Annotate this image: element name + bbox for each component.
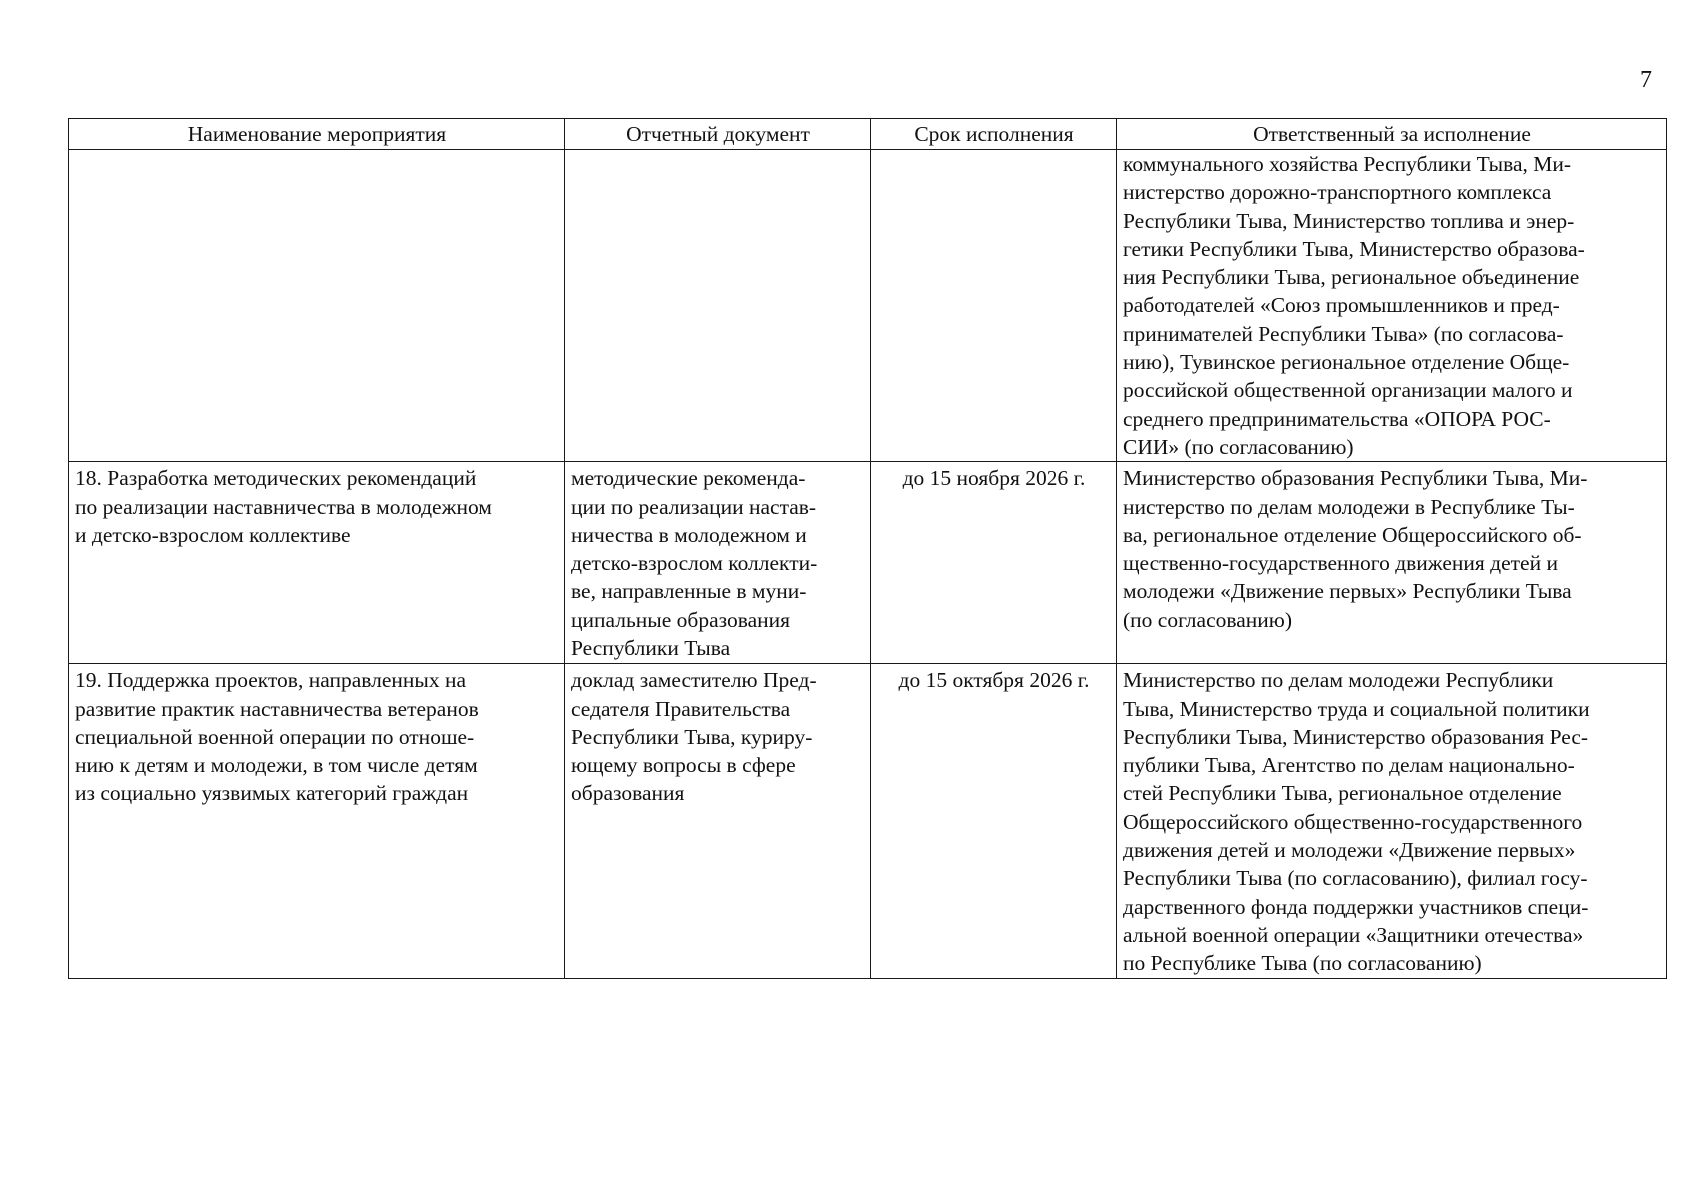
cell-responsible: Министерство образования Республики Тыва, Ми- нистерство по делам молодежи в Республике Ты- ва, региональное отделение Общероссийского об- щественно-государственного движения детей и молодежи «Движение первых» Республики Тыва (по согласованию) <box>1117 462 1667 664</box>
cell-deadline: до 15 октября 2026 г. <box>871 664 1117 978</box>
cell-report-document <box>565 150 871 462</box>
cell-activity-name: 18. Разработка методических рекомендаций по реализации наставничества в молодежном и детско-взрослом коллективе <box>69 462 565 664</box>
cell-report-document: доклад заместителю Пред- седателя Правительства Республики Тыва, куриру- ющему вопросы в сфере образования <box>565 664 871 978</box>
cell-deadline <box>871 150 1117 462</box>
table-row <box>69 150 1667 462</box>
cell-deadline: до 15 ноября 2026 г. <box>871 462 1117 664</box>
cell-activity-name <box>69 150 565 462</box>
header-responsible: Ответственный за исполнение <box>1117 119 1667 150</box>
cell-responsible: Министерство по делам молодежи Республики Тыва, Министерство труда и социальной политики Республики Тыва, Министерство образования Рес- публики Тыва, Агентство по делам национально- стей Республики Тыва, региональное отделение Общероссийского общественно-государственного движения детей и молодежи «Движение первых» Республики Тыва (по согласованию), филиал госу- дарственного фонда поддержки участников специ- альной военной операции «Защитники отечества» по Республике Тыва (по согласованию) <box>1117 664 1667 978</box>
table-header-row <box>69 119 1667 150</box>
page-number: 7 <box>1640 67 1652 93</box>
cell-responsible: коммунального хозяйства Республики Тыва, Ми- нистерство дорожно-транспортного комплекса Республики Тыва, Министерство топлива и энер- гетики Республики Тыва, Министерство образова- ния Республики Тыва, региональное объединение работодателей «Союз промышленников и пред- принимателей Республики Тыва» (по согласова- нию), Тувинское региональное отделение Обще- российской общественной организации малого и среднего предпринимательства «ОПОРА РОС- СИИ» (по согласованию) <box>1117 150 1667 462</box>
table-row <box>69 462 1667 664</box>
table-row <box>69 664 1667 978</box>
header-deadline: Срок исполнения <box>871 119 1117 150</box>
activity-plan-table <box>68 118 1667 979</box>
header-activity-name: Наименование мероприятия <box>69 119 565 150</box>
cell-report-document: методические рекоменда- ции по реализации настав- ничества в молодежном и детско-взрослом коллекти- ве, направленные в муни- ципальные образования Республики Тыва <box>565 462 871 664</box>
cell-activity-name: 19. Поддержка проектов, направленных на развитие практик наставничества ветеранов специальной военной операции по отноше- нию к детям и молодежи, в том числе детям из социально уязвимых категорий граждан <box>69 664 565 978</box>
header-report-document: Отчетный документ <box>565 119 871 150</box>
